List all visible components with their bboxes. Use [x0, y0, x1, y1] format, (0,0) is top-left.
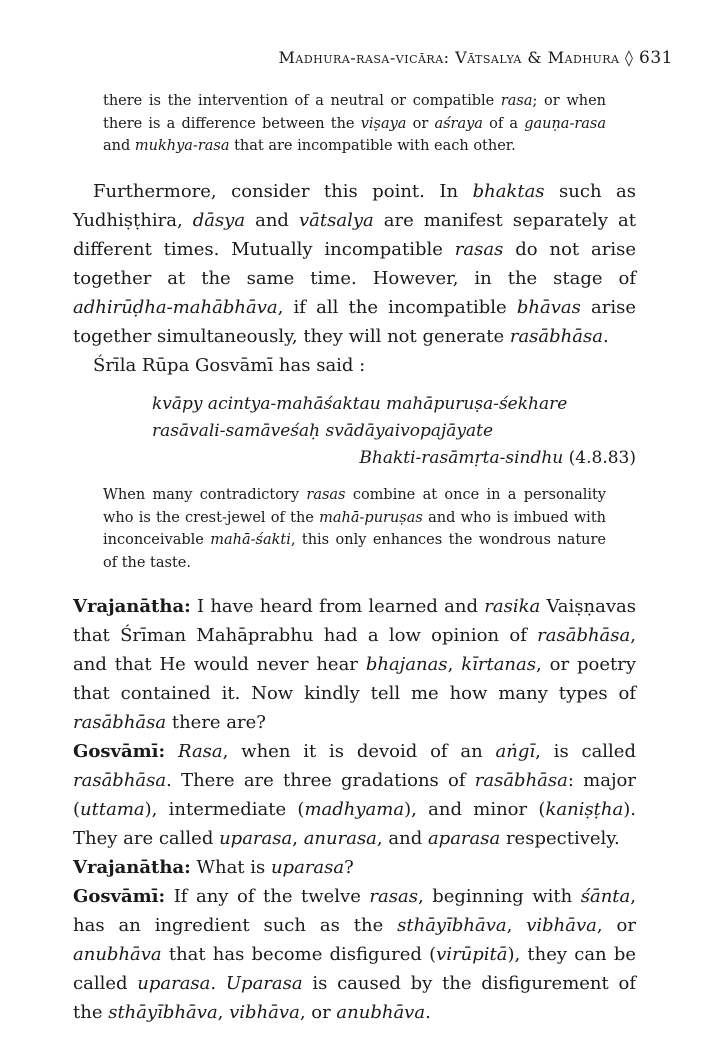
page-number: 631	[639, 48, 673, 68]
dialogue-vrajanatha-1: Vrajanātha: I have heard from learned and rasika Vaiṣṇavas that Śrīman Mahāprabhu had a low opinion of rasābhāsa, and that He would never hear bhajanas, kīrtanas, or poetry that contained it. Now kindly tell me how many types of rasābhāsa there are?	[73, 596, 637, 733]
diamond-icon: ◊	[625, 48, 634, 67]
dialogue-section	[73, 592, 636, 1027]
paragraph-furthermore: Furthermore, consider this point. In bhaktas such as Yudhiṣṭhira, dāsya and vātsalya are manifest separately at different times. Mutually incompatible rasas do not arise together at the same time. However, in the stage of adhirūḍha-mahābhāva, if all the incompatible bhāvas arise together simultaneously, they will not generate rasābhāsa.	[73, 181, 637, 347]
dialogue-vrajanatha-2: Vrajanātha: What is uparasa?	[73, 857, 354, 878]
header-title: Madhura-rasa-vicāra: Vātsalya & Madhura	[278, 48, 620, 67]
running-header	[0, 48, 673, 68]
verse-translation: When many contradictory rasas combine at once in a personality who is the crest-jewel of the mahā-puruṣas and who is imbued with inconceivable mahā-śakti, this only enhances the wondrous nature of the taste.	[103, 487, 607, 571]
paragraph-rupa-gosvami: Śrīla Rūpa Gosvāmī has said :	[93, 355, 366, 376]
sanskrit-verse	[152, 391, 636, 472]
body-section-1	[73, 177, 636, 380]
footnote-top: there is the intervention of a neutral or compatible rasa; or when there is a difference between the viṣaya or aśraya of a gauṇa-rasa and mukhya-rasa that are incompatible with each other.	[103, 93, 607, 154]
verse-citation: Bhakti-rasāmṛta-sindhu (4.8.83)	[359, 448, 636, 468]
dialogue-gosvami-1: Gosvāmī: Rasa, when it is devoid of an aṅgī, is called rasābhāsa. There are three gradations of rasābhāsa: major (uttama), intermediate (madhyama), and minor (kaniṣṭha). They are called uparasa, anurasa, and aparasa respectively.	[73, 741, 636, 849]
verse-line-1: kvāpy acintya-mahāśaktau mahāpuruṣa-śekhare	[152, 394, 568, 414]
dialogue-gosvami-2: Gosvāmī: If any of the twelve rasas, beginning with śānta, has an ingredient such as the sthāyībhāva, vibhāva, or anubhāva that has become disfigured (virūpitā), they can be called uparasa. Uparasa is caused by the disfigurement of the sthāyībhāva, vibhāva, or anubhāva.	[73, 886, 636, 1023]
verse-line-2: rasāvali-samāveśaḥ svādāyaivopajāyate	[152, 421, 494, 441]
